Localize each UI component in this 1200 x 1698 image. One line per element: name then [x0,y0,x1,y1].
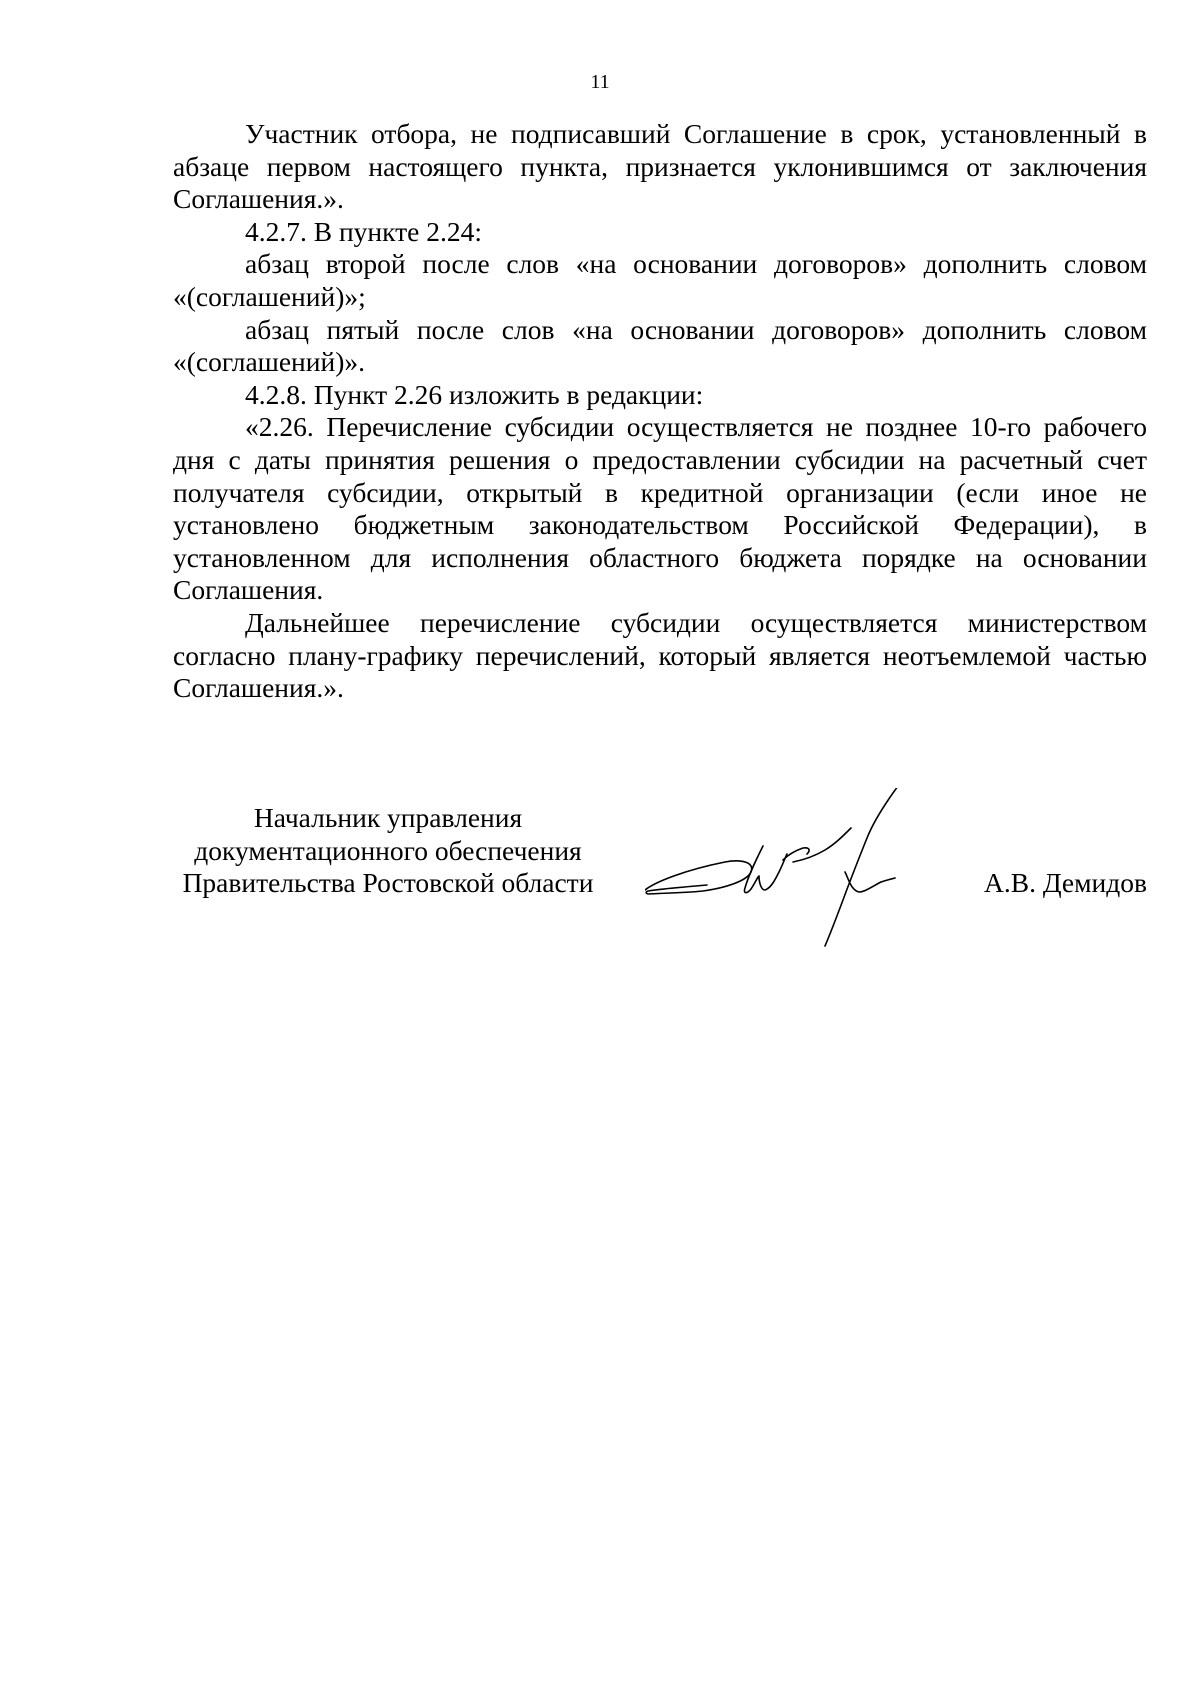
paragraph: «2.26. Перечисление субсидии осуществляется не позднее 10-го рабочего дня с даты принятия решения о предоставлении субсидии на расчетный счет получателя субсидии, открытый в кредитной организации (если иное не установлено бюджетным законодательством Российской Федерации), в установленном для исполнения областного бюджета порядке на основании Соглашения. [173,411,1147,606]
page-number: 11 [590,71,610,93]
handwritten-signature [645,788,945,958]
signer-name: А.В. Демидов [984,867,1147,898]
paragraph: 4.2.8. Пункт 2.26 изложить в редакции: [245,378,704,410]
signer-position-line: документационного обеспечения [194,834,582,866]
paragraph: абзац второй после слов «на основании договоров» дополнить словом «(соглашений)»; [173,248,1147,312]
signer-position-line: Правительства Ростовской области [182,867,594,899]
paragraph: Дальнейшее перечисление субсидии осуществляется министерством согласно плану-графику перечислений, который является неотъемлемой частью Соглашения.». [173,606,1147,704]
signer-position [173,802,603,900]
document-body [173,118,1147,705]
paragraph: абзац пятый после слов «на основании договоров» дополнить словом «(соглашений)». [173,313,1147,378]
signature-block [173,802,1147,972]
signer-position-line: Начальник управления [253,802,523,833]
paragraph: 4.2.7. В пункте 2.24: [245,215,483,247]
paragraph: Участник отбора, не подписавший Соглашение в срок, установленный в абзаце первом настоящего пункта, признается уклонившимся от заключения Соглашения.». [173,118,1147,215]
